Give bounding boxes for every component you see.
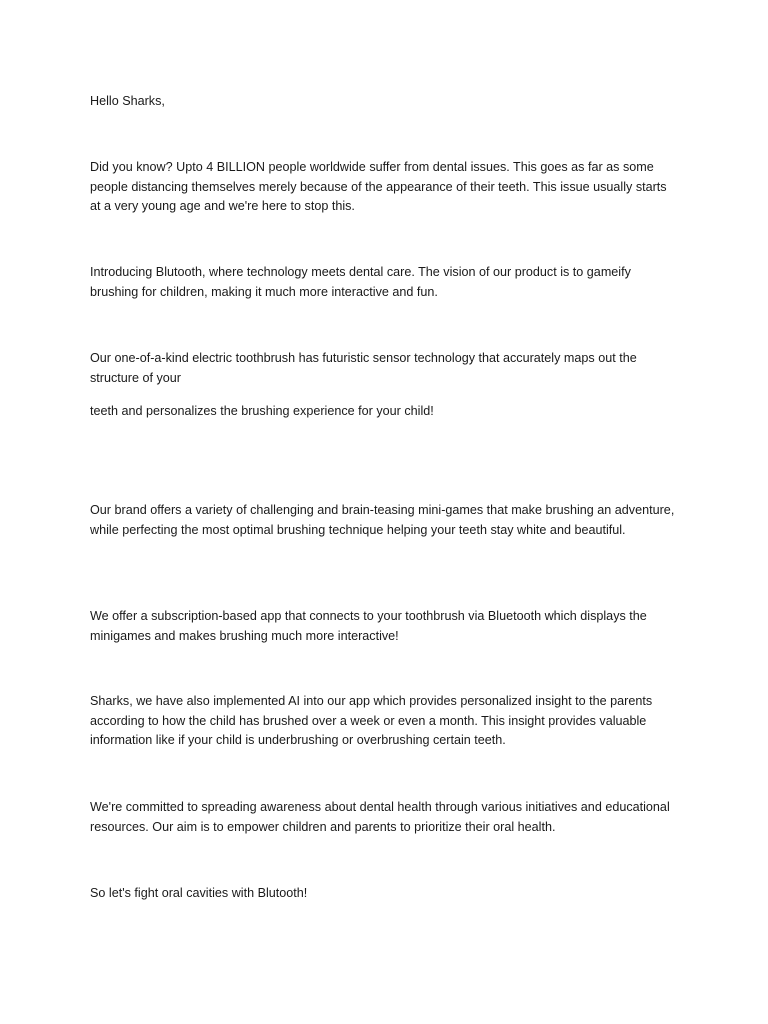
paragraph-ai-insight: Sharks, we have also implemented AI into our app which provides personalized insight to the parents according to how the child has brushed over a week or even a month. This insight provides valuable information like if your child is underbrushing or overbrushing certain teeth. [90,694,653,748]
paragraph-mini-games: Our brand offers a variety of challenging and brain-teasing mini-games that make brushing an adventure, while perfecting the most optimal brushing technique helping your teeth stay white and beautiful. [90,503,675,537]
paragraph-introducing-blutooth: Introducing Blutooth, where technology meets dental care. The vision of our product is to gameify brushing for children, making it much more interactive and fun. [90,265,631,299]
paragraph-sensor-technology: Our one-of-a-kind electric toothbrush has futuristic sensor technology that accurately maps out the structure of your [90,351,637,385]
paragraph-closing: So let's fight oral cavities with Blutooth! [90,886,308,900]
paragraph-personalizes-brushing: teeth and personalizes the brushing experience for your child! [90,404,434,418]
paragraph-subscription-app: We offer a subscription-based app that connects to your toothbrush via Bluetooth which displays the minigames and makes brushing much more interactive! [90,609,647,643]
greeting: Hello Sharks, [90,94,165,108]
paragraph-dental-issues: Did you know? Upto 4 BILLION people worldwide suffer from dental issues. This goes as far as some people distancing themselves merely because of the appearance of their teeth. This issue usually starts at a very young age and we're here to stop this. [90,160,667,214]
paragraph-awareness: We're committed to spreading awareness about dental health through various initiatives and educational resources. Our aim is to empower children and parents to prioritize their oral health. [90,800,670,834]
